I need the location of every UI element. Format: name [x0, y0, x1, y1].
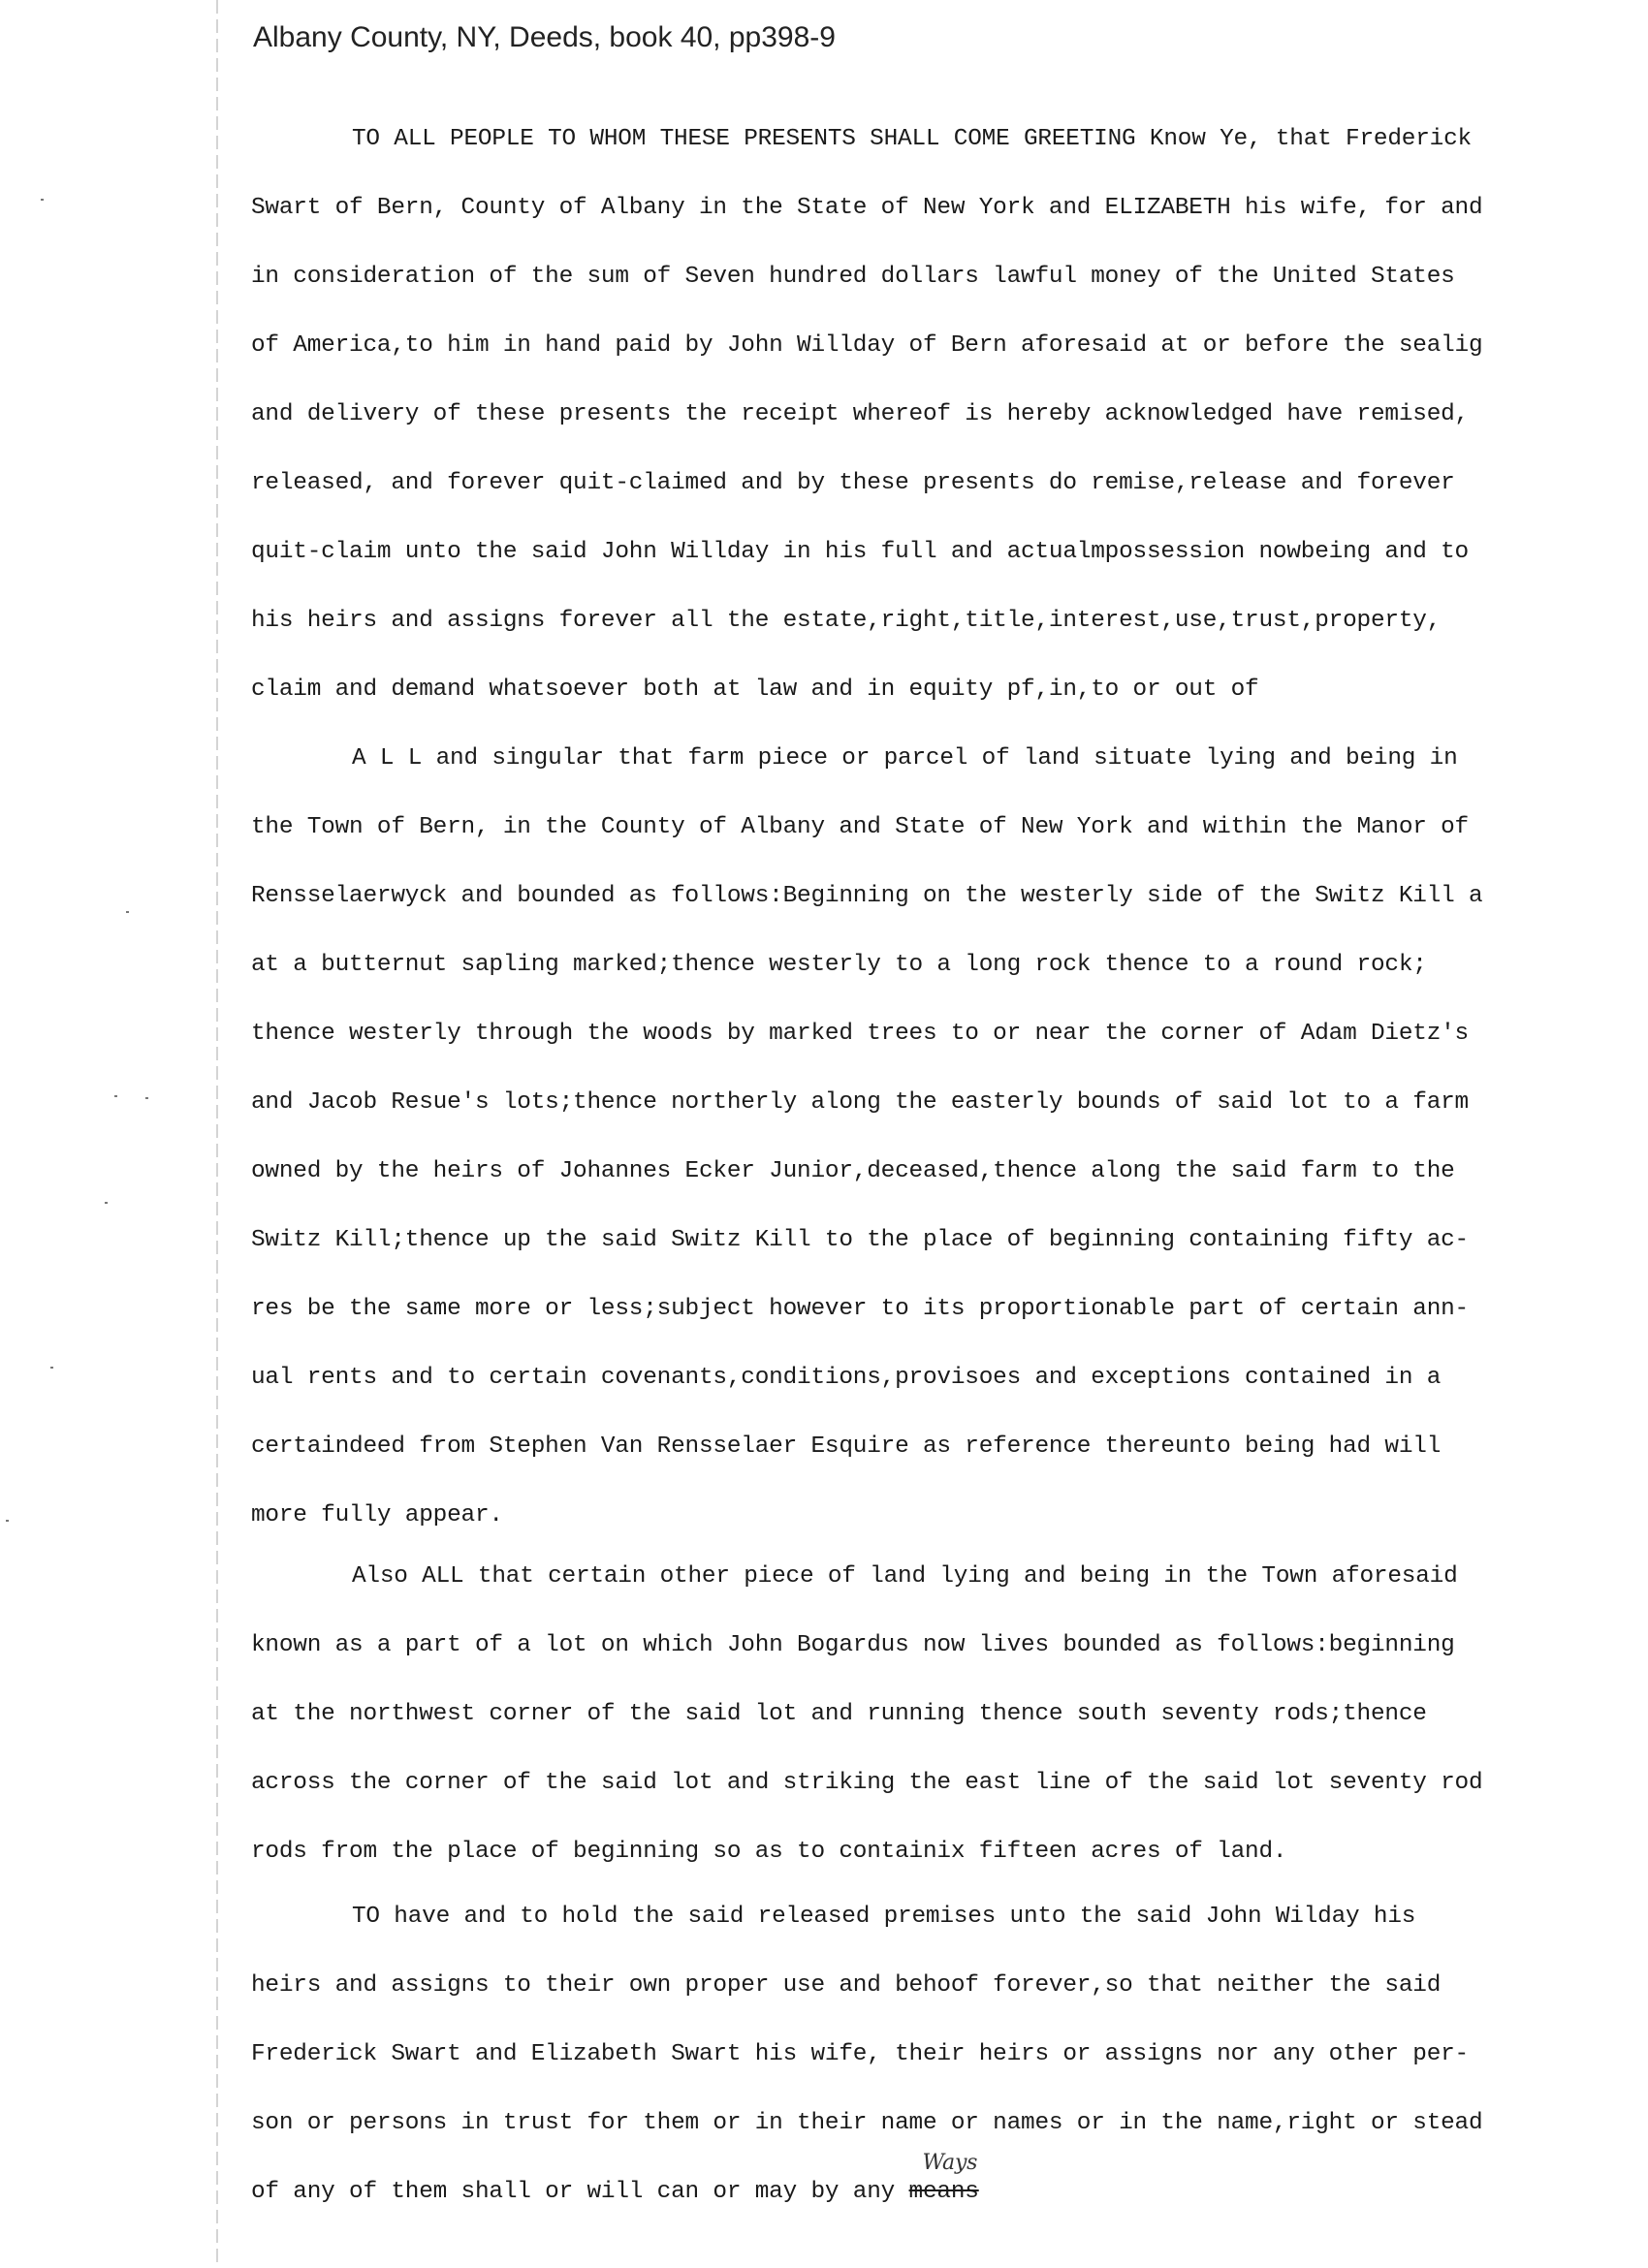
text-line: rods from the place of beginning so as to containix fifteen acres of land. — [251, 1839, 1287, 1865]
text-line: and delivery of these presents the receipt whereof is hereby acknowledged have remised, — [251, 401, 1469, 427]
text-line: TO ALL PEOPLE TO WHOM THESE PRESENTS SHALL COME GREETING Know Ye, that Frederick — [352, 126, 1472, 152]
correction — [908, 2151, 979, 2226]
final-line-text: of any of them shall or will can or may by any — [251, 2179, 909, 2205]
scan-speck — [145, 1097, 148, 1099]
text-line: thence westerly through the woods by marked trees to or near the corner of Adam Dietz's — [251, 1021, 1469, 1047]
text-line-final — [251, 2151, 1540, 2226]
deed-body — [251, 105, 1540, 2226]
scan-speck — [105, 1202, 108, 1204]
scan-speck — [41, 199, 44, 201]
text-line: owned by the heirs of Johannes Ecker Junior,deceased,thence along the said farm to the — [251, 1158, 1455, 1184]
text-line: at the northwest corner of the said lot and running thence south seventy rods;thence — [251, 1701, 1427, 1727]
text-line: released, and forever quit-claimed and by these presents do remise,release and forever — [251, 470, 1455, 496]
scan-speck — [114, 1095, 117, 1097]
text-line: Rensselaerwyck and bounded as follows:Beginning on the westerly side of the Switz Kill a — [251, 883, 1483, 909]
paragraph-3 — [251, 1542, 1540, 1886]
text-line: in consideration of the sum of Seven hundred dollars lawful money of the United States — [251, 264, 1455, 290]
text-line: at a butternut sapling marked;thence westerly to a long rock thence to a round rock; — [251, 952, 1427, 978]
scan-speck — [126, 911, 129, 913]
text-line: quit-claim unto the said John Willday in his full and actualmpossession nowbeing and to — [251, 539, 1469, 565]
text-line: his heirs and assigns forever all the estate,right,title,interest,use,trust,property, — [251, 608, 1442, 634]
text-line: Swart of Bern, County of Albany in the State of New York and ELIZABETH his wife, for and — [251, 195, 1483, 221]
text-line: Switz Kill;thence up the said Switz Kill to the place of beginning containing fifty ac- — [251, 1227, 1469, 1253]
text-line: and Jacob Resue's lots;thence northerly along the easterly bounds of said lot to a farm — [251, 1089, 1469, 1116]
text-line: ual rents and to certain covenants,conditions,provisoes and exceptions contained in a — [251, 1365, 1442, 1391]
text-line: res be the same more or less;subject however to its proportionable part of certain ann- — [251, 1296, 1469, 1322]
text-line: across the corner of the said lot and striking the east line of the said lot seventy rod — [251, 1770, 1483, 1796]
scan-speck — [6, 1520, 9, 1522]
handwritten-insertion: Ways — [922, 2151, 978, 2175]
text-line: certaindeed from Stephen Van Rensselaer Esquire as reference thereunto being had will — [251, 1433, 1442, 1460]
paragraph-1 — [251, 105, 1540, 724]
margin-rule — [216, 0, 218, 2268]
text-line: TO have and to hold the said released premises unto the said John Wilday his — [352, 1904, 1416, 1930]
text-line: known as a part of a lot on which John Bogardus now lives bounded as follows:beginning — [251, 1632, 1455, 1658]
struck-word: means — [908, 2179, 979, 2205]
text-line: A L L and singular that farm piece or parcel of land situate lying and being in — [352, 745, 1458, 772]
text-line: Frederick Swart and Elizabeth Swart his wife, their heirs or assigns nor any other per- — [251, 2041, 1469, 2067]
text-line: claim and demand whatsoever both at law and in equity pf,in,to or out of — [251, 677, 1259, 703]
text-line: Also ALL that certain other piece of land lying and being in the Town aforesaid — [352, 1563, 1458, 1590]
page-header: Albany County, NY, Deeds, book 40, pp398-9 — [253, 21, 836, 53]
text-line: more fully appear. — [251, 1502, 503, 1528]
text-line: heirs and assigns to their own proper use and behoof forever,so that neither the said — [251, 1972, 1442, 1999]
text-line: the Town of Bern, in the County of Albany and State of New York and within the Manor of — [251, 814, 1469, 840]
text-line: son or persons in trust for them or in their name or names or in the name,right or stead — [251, 2110, 1483, 2136]
text-line: of America,to him in hand paid by John Willday of Bern aforesaid at or before the sealig — [251, 332, 1483, 359]
paragraph-2 — [251, 724, 1540, 1550]
scan-speck — [50, 1367, 53, 1369]
paragraph-4 — [251, 1882, 1540, 2226]
